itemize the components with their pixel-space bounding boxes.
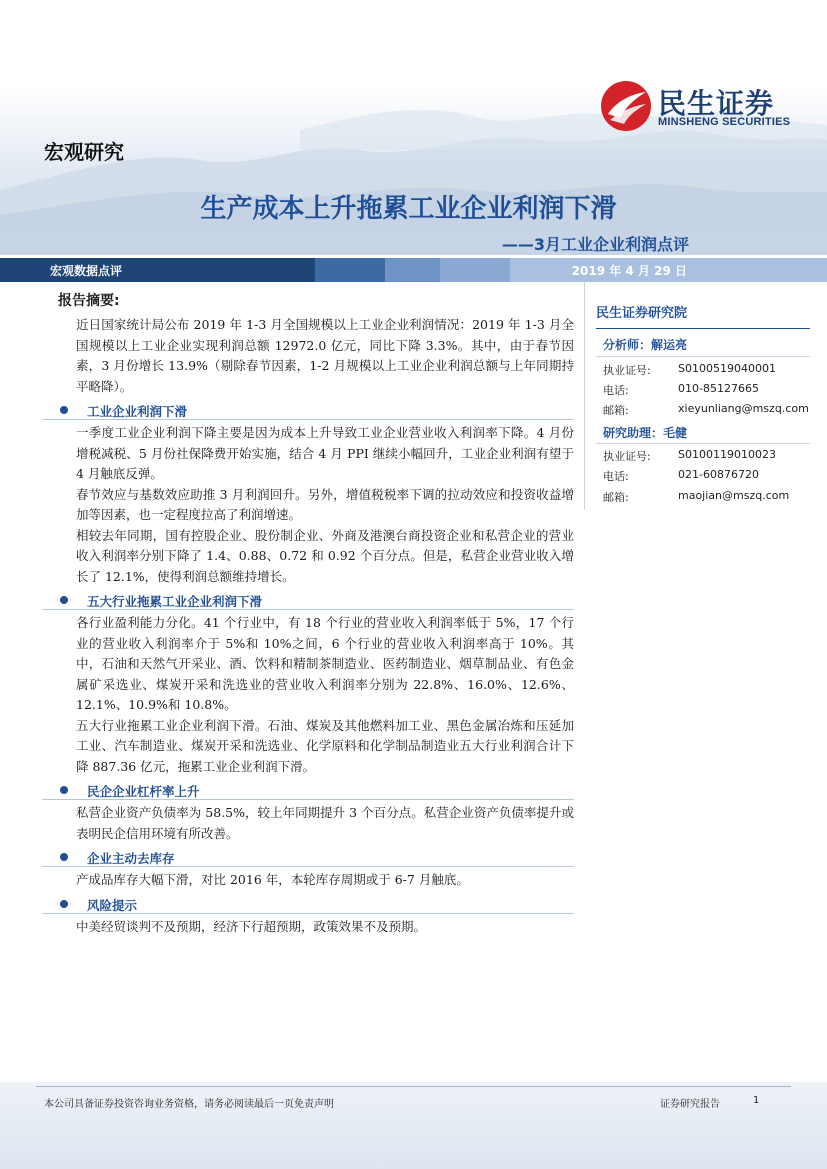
report-type-label: 宏观数据点评 (50, 264, 123, 278)
section-title: 五大行业拖累工业企业利润下滑 (87, 594, 263, 609)
section-header (76, 402, 574, 420)
section-paragraph: 私营企业资产负债率为 58.5%，较上年同期提升 3 个百分点。私营企业资产负债率提升或表明民企信用环境有所改善。 (76, 805, 574, 841)
section-header (76, 896, 574, 914)
bullet-icon (60, 406, 68, 414)
section-title: 工业企业利润下滑 (87, 404, 188, 419)
section-title: 企业主动去库存 (87, 851, 175, 866)
summary-intro: 近日国家统计局公布 2019 年 1-3 月全国规模以上工业企业利润情况：2019 年 1-3 月全国规模以上工业企业实现利润总额 12972.0 亿元，同比下降 3.3%。其中，由于春节因素，3 月份增长 13.9%（剔除春节因素，1-2 月规模以上工业企业利润总额与上年同期持平略降）。 (76, 317, 574, 394)
bullet-icon (60, 596, 68, 604)
analyst-phone-label: 电话: (603, 384, 629, 397)
analyst-phone: 010-85127665 (678, 382, 759, 395)
section-title: 风险提示 (87, 897, 138, 913)
section-paragraph: 春节效应与基数效应助推 3 月利润回升。另外，增值税税率下调的拉动效应和投资收益增加等因素，也一定程度拉高了利润增速。 (76, 486, 574, 522)
assistant-name: 研究助理：毛健 (603, 426, 688, 440)
section-header (76, 849, 574, 867)
analyst-license: S0100519040001 (678, 362, 776, 375)
section-header (76, 782, 574, 800)
research-institute: 民生证券研究院 (596, 306, 688, 321)
section-paragraph: 相较去年同期，国有控股企业、股份制企业、外商及港澳台商投资企业和私营企业的营业收入利润率分别下降了 1.4、0.88、0.72 和 0.92 个百分点。但是，私营企业营业收入增长了 12.1%，使得利润总额维持增长。 (76, 527, 574, 584)
bullet-icon (60, 900, 68, 908)
assistant-email-label: 邮箱: (603, 491, 629, 504)
report-title: 生产成本上升拖累工业企业利润下滑 (200, 194, 617, 224)
assistant-email[interactable]: maojian@mszq.com (678, 489, 790, 502)
summary-content (76, 315, 574, 937)
section-paragraph: 一季度工业企业利润下降主要是因为成本上升导致工业企业营业收入利润率下降。4 月份增税减税、5 月份社保降费开始实施，结合 4 月 PPI 继续小幅回升，工业企业利润有望于 4 月触底反弹。 (76, 425, 574, 481)
summary-heading: 报告摘要: (58, 293, 120, 309)
section-paragraph: 产成品库存大幅下滑，对比 2016 年，本轮库存周期或于 6-7 月触底。 (76, 872, 469, 887)
footer-report-type: 证券研究报告 (660, 1099, 720, 1110)
info-bar (0, 258, 827, 282)
footer-disclaimer: 本公司具备证券投资咨询业务资格，请务必阅读最后一页免责声明 (44, 1099, 334, 1110)
report-date: 2019 年 4 月 29 日 (571, 264, 687, 278)
assistant-license-label: 执业证号: (603, 450, 651, 463)
analyst-name: 分析师：解运亮 (603, 338, 688, 352)
logo-chinese-name: 民生证券 (658, 87, 775, 120)
company-logo (600, 80, 800, 136)
page-number: 1 (753, 1095, 760, 1106)
bullet-icon (60, 853, 68, 861)
analyst-license-label: 执业证号: (603, 364, 651, 377)
section-paragraph: 五大行业拖累工业企业利润下滑。石油、煤炭及其他燃料加工业、黑色金属冶炼和压延加工业、汽车制造业、煤炭开采和洗选业、化学原料和化学制品制造业五大行业利润合计下降 887.36 亿元，拖累工业企业利润下滑。 (76, 717, 574, 774)
section-paragraph: 各行业盈利能力分化。41 个行业中，有 18 个行业的营业收入利润率低于 5%，17 个行业的营业收入利润率介于 5%和 10%之间，6 个行业的营业收入利润率高于 10%。其中，石油和天然气开采业、酒、饮料和精制茶制造业、医药制造业、烟草制品业、有色金属矿采选业、煤炭开采和洗选业的营业收入利润率分别为 22.8%、16.0%、12.6%、12.1%、10.9%和 10.8%。 (76, 615, 574, 712)
minsheng-logo-icon (600, 80, 652, 132)
logo-english-name: MINSHENG SECURITIES (658, 116, 791, 128)
section-paragraph: 中美经贸谈判不及预期，经济下行超预期，政策效果不及预期。 (76, 918, 427, 934)
assistant-license: S0100119010023 (678, 448, 776, 461)
section-title: 民企企业杠杆率上升 (87, 784, 200, 799)
bullet-icon (60, 786, 68, 794)
report-category: 宏观研究 (44, 140, 124, 164)
sidebar-divider (584, 282, 585, 510)
assistant-phone-label: 电话: (603, 470, 629, 483)
assistant-phone: 021-60876720 (678, 468, 759, 481)
section-header (76, 592, 574, 610)
report-subtitle: ——3月工业企业利润点评 (501, 235, 689, 254)
analyst-email-label: 邮箱: (603, 404, 629, 417)
analyst-email[interactable]: xieyunliang@mszq.com (678, 402, 809, 415)
